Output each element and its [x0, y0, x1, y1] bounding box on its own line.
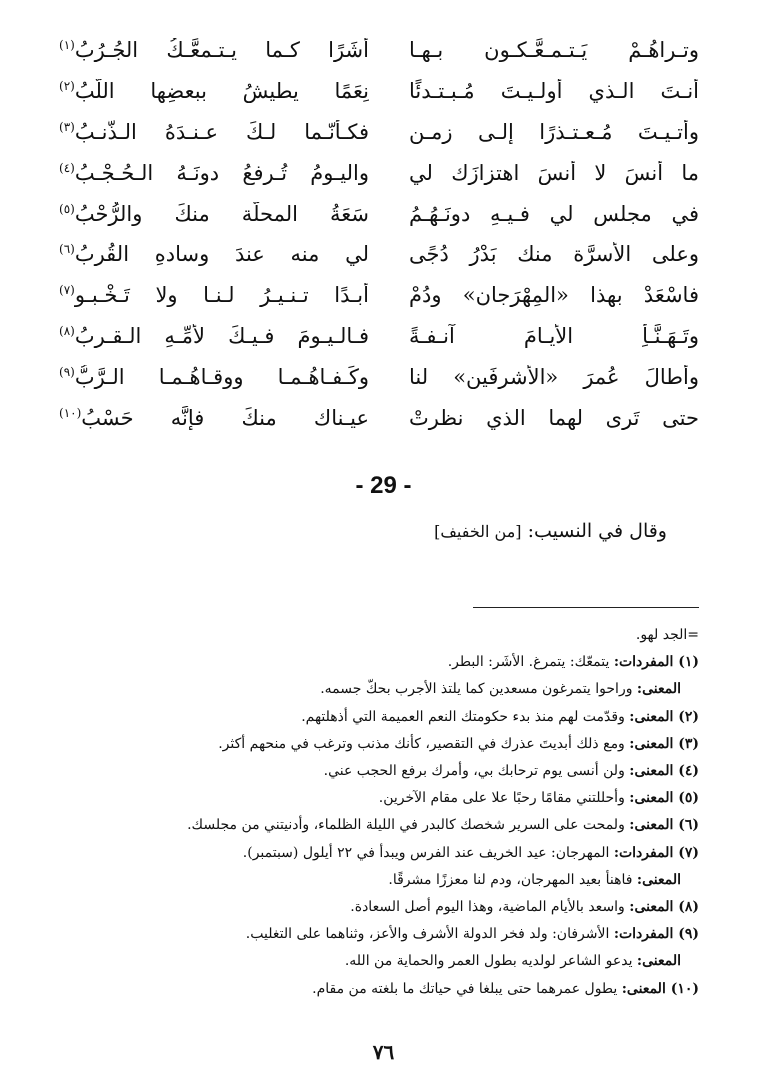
verse-second-hemistich: فكـأنّـما لـكَ عـنـدَهُ الـذَّنـبُ$^{(٣)}$	[59, 119, 369, 144]
verse-second-hemistich: وكَـفـاهُـمـا ووقـاهُـمـا الـرَّبُّ$^{(٩)}$	[59, 364, 369, 389]
footnote-marker: (٩)	[59, 364, 75, 379]
verse	[59, 234, 699, 275]
verse-first-hemistich: حتى تَرى لهما الذي نظرتْ	[409, 405, 699, 430]
verse	[59, 152, 699, 193]
verse-second-hemistich: فـالـيـومَ فـيـكَ لأمِّـهِ الـقـربُ$^{(٨)}$	[59, 323, 369, 348]
poem-number: - 29 -	[355, 472, 412, 499]
footnote: (٧) المفردات: المهرجان: عيد الخريف عند الفرس ويبدأ في ٢٢ أيلول (سبتمبر).	[242, 844, 699, 861]
intro-text: وقال في النسيب:	[527, 520, 667, 542]
footnote-marker: (٥)	[59, 201, 75, 216]
footnote: =الجد لهو.	[635, 627, 699, 643]
footnote: (٦) المعنى: ولمحت على السرير شخصك كالبدر في الليلة الظلماء، وأدنيتني من مجلسك.	[187, 817, 699, 834]
verse-first-hemistich: فاسْعَدْ بهذا «المِهْرَجانِ» ودُمْ	[409, 283, 699, 308]
verse	[59, 397, 699, 438]
footnote-marker: (٦)	[59, 242, 75, 257]
footnote: (٣) المعنى: ومع ذلك أبديتَ عذرك في التقصير، كأنك مذنب وترغب في منحهم أكثر.	[218, 735, 699, 752]
verse-second-hemistich: أشَرًا كـما يـتـمعَّـكُ الجُـرُبُ$^{(١)}$	[59, 38, 369, 63]
verse	[59, 71, 699, 112]
footnote: المعنى: وراحوا يتمرغون مسعدين كما يلتذ الأجرب بحكّ جسمه.	[320, 681, 681, 698]
footnote: (١٠) المعنى: يطول عمرهما حتى يبلغا في حياتك ما بلغته من مقام.	[312, 980, 699, 997]
verse	[59, 112, 699, 153]
verse-first-hemistich: وعلى الأسرَّة منك بَدْرُ دُجًى	[409, 242, 699, 267]
footnote: (٥) المعنى: وأحللتني مقامًا رحبًا علا على مقام الآخرين.	[378, 790, 699, 807]
verse-second-hemistich: واليـومُ تُـرفعُ دونَـهُ الـحُـجْـبُ$^{(٤)}$	[59, 160, 369, 185]
page-number: ٧٦	[372, 1040, 395, 1064]
verse-first-hemistich: وأتـيـتَ مُـعـتـذرًا إلـى زمـنٍ	[409, 119, 699, 144]
footnote-marker: (٤)	[59, 160, 75, 175]
verse	[59, 30, 699, 71]
footnote: (١) المفردات: يتمعّك: يتمرغ. الأشَر: البطر.	[447, 654, 699, 671]
verse-first-hemistich: وأطالَ عُمرَ «الأشرفَينِ» لنا	[409, 364, 699, 389]
verse	[59, 193, 699, 234]
verse-second-hemistich: أبـدًا تـنـيـرُ لـنـا ولا تَـخْـبـو$^{(٧)}$	[59, 283, 369, 308]
verse-first-hemistich: أنـتَ الـذي أولـيـتَ مُـبـتـدئًا	[409, 79, 699, 104]
footnotes	[59, 622, 699, 1003]
verse-first-hemistich: ما أنسَ لا أنسَ اهتزازَك لي	[409, 160, 699, 185]
footnote: (٩) المفردات: الأشرفان: ولد فخر الدولة الأشرف والأعز، وثناهما على التغليب.	[245, 926, 699, 943]
footnote: المعنى: يدعو الشاعر لولديه بطول العمر والحماية من الله.	[344, 953, 681, 970]
verse-first-hemistich: وتـراهُـمْ يَـتـمـعَّـكـون بـهـا	[409, 38, 699, 63]
footnote: (٤) المعنى: ولن أنسى يوم ترحابك بي، وأمرك برفع الحجب عني.	[323, 763, 699, 780]
footnote: المعنى: فاهنأ بعيد المهرجان، ودم لنا معززًا مشرقًا.	[388, 871, 681, 888]
poem	[59, 30, 699, 438]
verse-first-hemistich: وتَـهَـنَّـأِ الأيـامَ آنـفـةً	[409, 323, 699, 348]
poem-intro	[434, 520, 667, 542]
verse-second-hemistich: لي منه عندَ وسادهِ القُربُ$^{(٦)}$	[59, 242, 369, 267]
verse-second-hemistich: عيـناك منكَ فإنَّه حَسْبُ$^{(١٠)}$	[59, 405, 369, 430]
footnote-separator	[473, 607, 699, 608]
verse	[59, 275, 699, 316]
footnote-marker: (٧)	[59, 283, 75, 298]
footnote-marker: (٢)	[59, 79, 75, 94]
footnote-marker: (٨)	[59, 323, 75, 338]
footnote-marker: (١٠)	[59, 405, 82, 420]
verse-second-hemistich: نِعَمًا يطيشُ ببعضِها اللُّبُ$^{(٢)}$	[59, 79, 369, 104]
verse	[59, 316, 699, 357]
poem-meter: [من الخفيف]	[434, 522, 522, 541]
verse	[59, 356, 699, 397]
footnote-marker: (٣)	[59, 119, 75, 134]
verse-first-hemistich: في مجلسٍ لي فـيـهِ دونَـهُـمُ	[409, 201, 699, 226]
footnote-marker: (١)	[59, 38, 75, 53]
footnote: (٢) المعنى: وقدّمت لهم منذ بدء حكومتك النعم العميمة التي أذهلتهم.	[301, 708, 699, 725]
footnote: (٨) المعنى: واسعد بالأيام الماضية، وهذا اليوم أصل السعادة.	[350, 899, 699, 916]
verse-second-hemistich: سَعَةُ المحلَّة منكَ والرُّحْبُ$^{(٥)}$	[59, 201, 369, 226]
